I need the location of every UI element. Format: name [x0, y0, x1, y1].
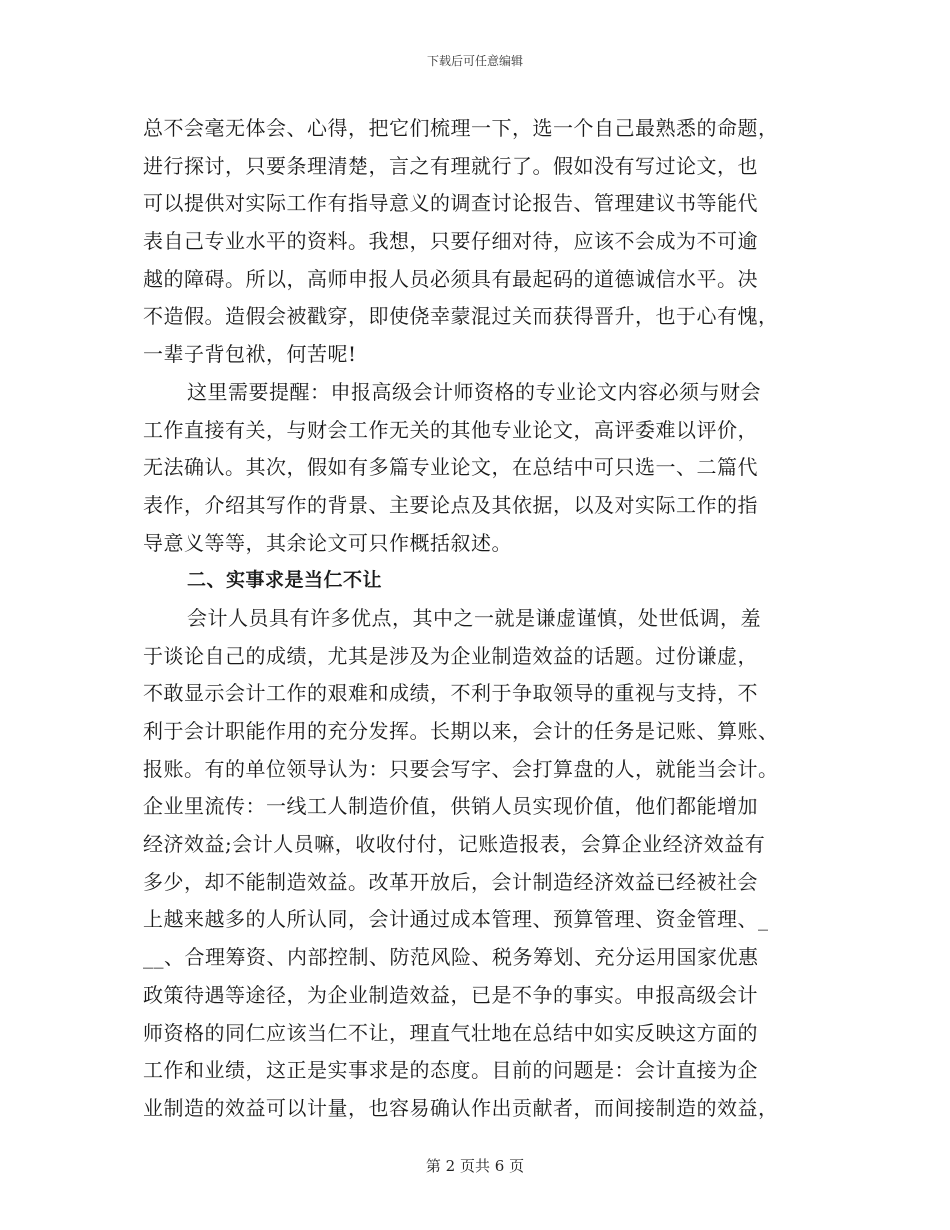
- body-line: 越的障碍。所以，高师申报人员必须具有最起码的道德诚信水平。决: [143, 266, 758, 291]
- body-line: 报账。有的单位领导认为：只要会写字、会打算盘的人，就能当会计。: [143, 756, 779, 781]
- body-line: 利于会计职能作用的充分发挥。长期以来，会计的任务是记账、算账、: [143, 719, 779, 743]
- body-line: 工作和业绩，这正是实事求是的态度。目前的问题是：会计直接为企: [143, 1058, 758, 1083]
- body-line: 表作，介绍其写作的背景、主要论点及其依据，以及对实际工作的指: [143, 492, 758, 517]
- body-line: 经济效益;会计人员嘛，收收付付，记账造报表，会算企业经济效益有: [143, 832, 766, 857]
- body-line: 业制造的效益可以计量，也容易确认作出贡献者，而间接制造的效益，: [143, 1095, 779, 1120]
- page-header: 下载后可任意编辑: [426, 54, 523, 68]
- body-line: 不造假。造假会被戳穿，即使侥幸蒙混过关而获得晋升，也于心有愧，: [143, 304, 779, 329]
- body-line: 师资格的同仁应该当仁不让，理直气壮地在总结中如实反映这方面的: [143, 1020, 758, 1045]
- document-body: [143, 110, 815, 1128]
- body-line: 进行探讨，只要条理清楚，言之有理就行了。假如没有写过论文，也: [143, 153, 758, 178]
- body-line: 一辈子背包袱，何苦呢!: [143, 342, 357, 367]
- section-heading: 二、实事求是当仁不让: [187, 569, 383, 592]
- body-line: 总不会毫无体会、心得，把它们梳理一下，选一个自己最熟悉的命题，: [143, 116, 779, 140]
- paragraph-start-line: 这里需要提醒：申报高级会计师资格的专业论文内容必须与财会: [187, 379, 761, 404]
- paragraph-start-line: 会计人员具有许多优点，其中之一就是谦虚谨慎，处世低调，羞: [187, 605, 761, 630]
- body-line: __、合理筹资、内部控制、防范风险、税务筹划、充分运用国家优惠: [143, 945, 759, 970]
- body-line: 政策待遇等途径，为企业制造效益，已是不争的事实。申报高级会计: [143, 982, 758, 1007]
- page-number: 第 2 页共 6 页: [425, 1157, 525, 1175]
- body-line: 于谈论自己的成绩，尤其是涉及为企业制造效益的话题。过份谦虚，: [143, 643, 758, 668]
- body-line: 上越来越多的人所认同，会计通过成本管理、预算管理、资金管理、_: [143, 907, 769, 932]
- body-line: 工作直接有关，与财会工作无关的其他专业论文，高评委难以评价，: [143, 417, 758, 442]
- body-line: 表自己专业水平的资料。我想，只要仔细对待，应该不会成为不可逾: [143, 229, 758, 254]
- body-line: 多少，却不能制造效益。改革开放后，会计制造经济效益已经被社会: [143, 869, 758, 894]
- body-line: 导意义等等，其余论文可只作概括叙述。: [143, 530, 512, 555]
- body-line: 可以提供对实际工作有指导意义的调查讨论报告、管理建议书等能代: [143, 191, 758, 216]
- body-line: 不敢显示会计工作的艰难和成绩，不利于争取领导的重视与支持，不: [143, 681, 758, 706]
- body-line: 企业里流传：一线工人制造价值，供销人员实现价值，他们都能增加: [143, 794, 758, 819]
- body-line: 无法确认。其次，假如有多篇专业论文，在总结中可只选一、二篇代: [143, 455, 758, 480]
